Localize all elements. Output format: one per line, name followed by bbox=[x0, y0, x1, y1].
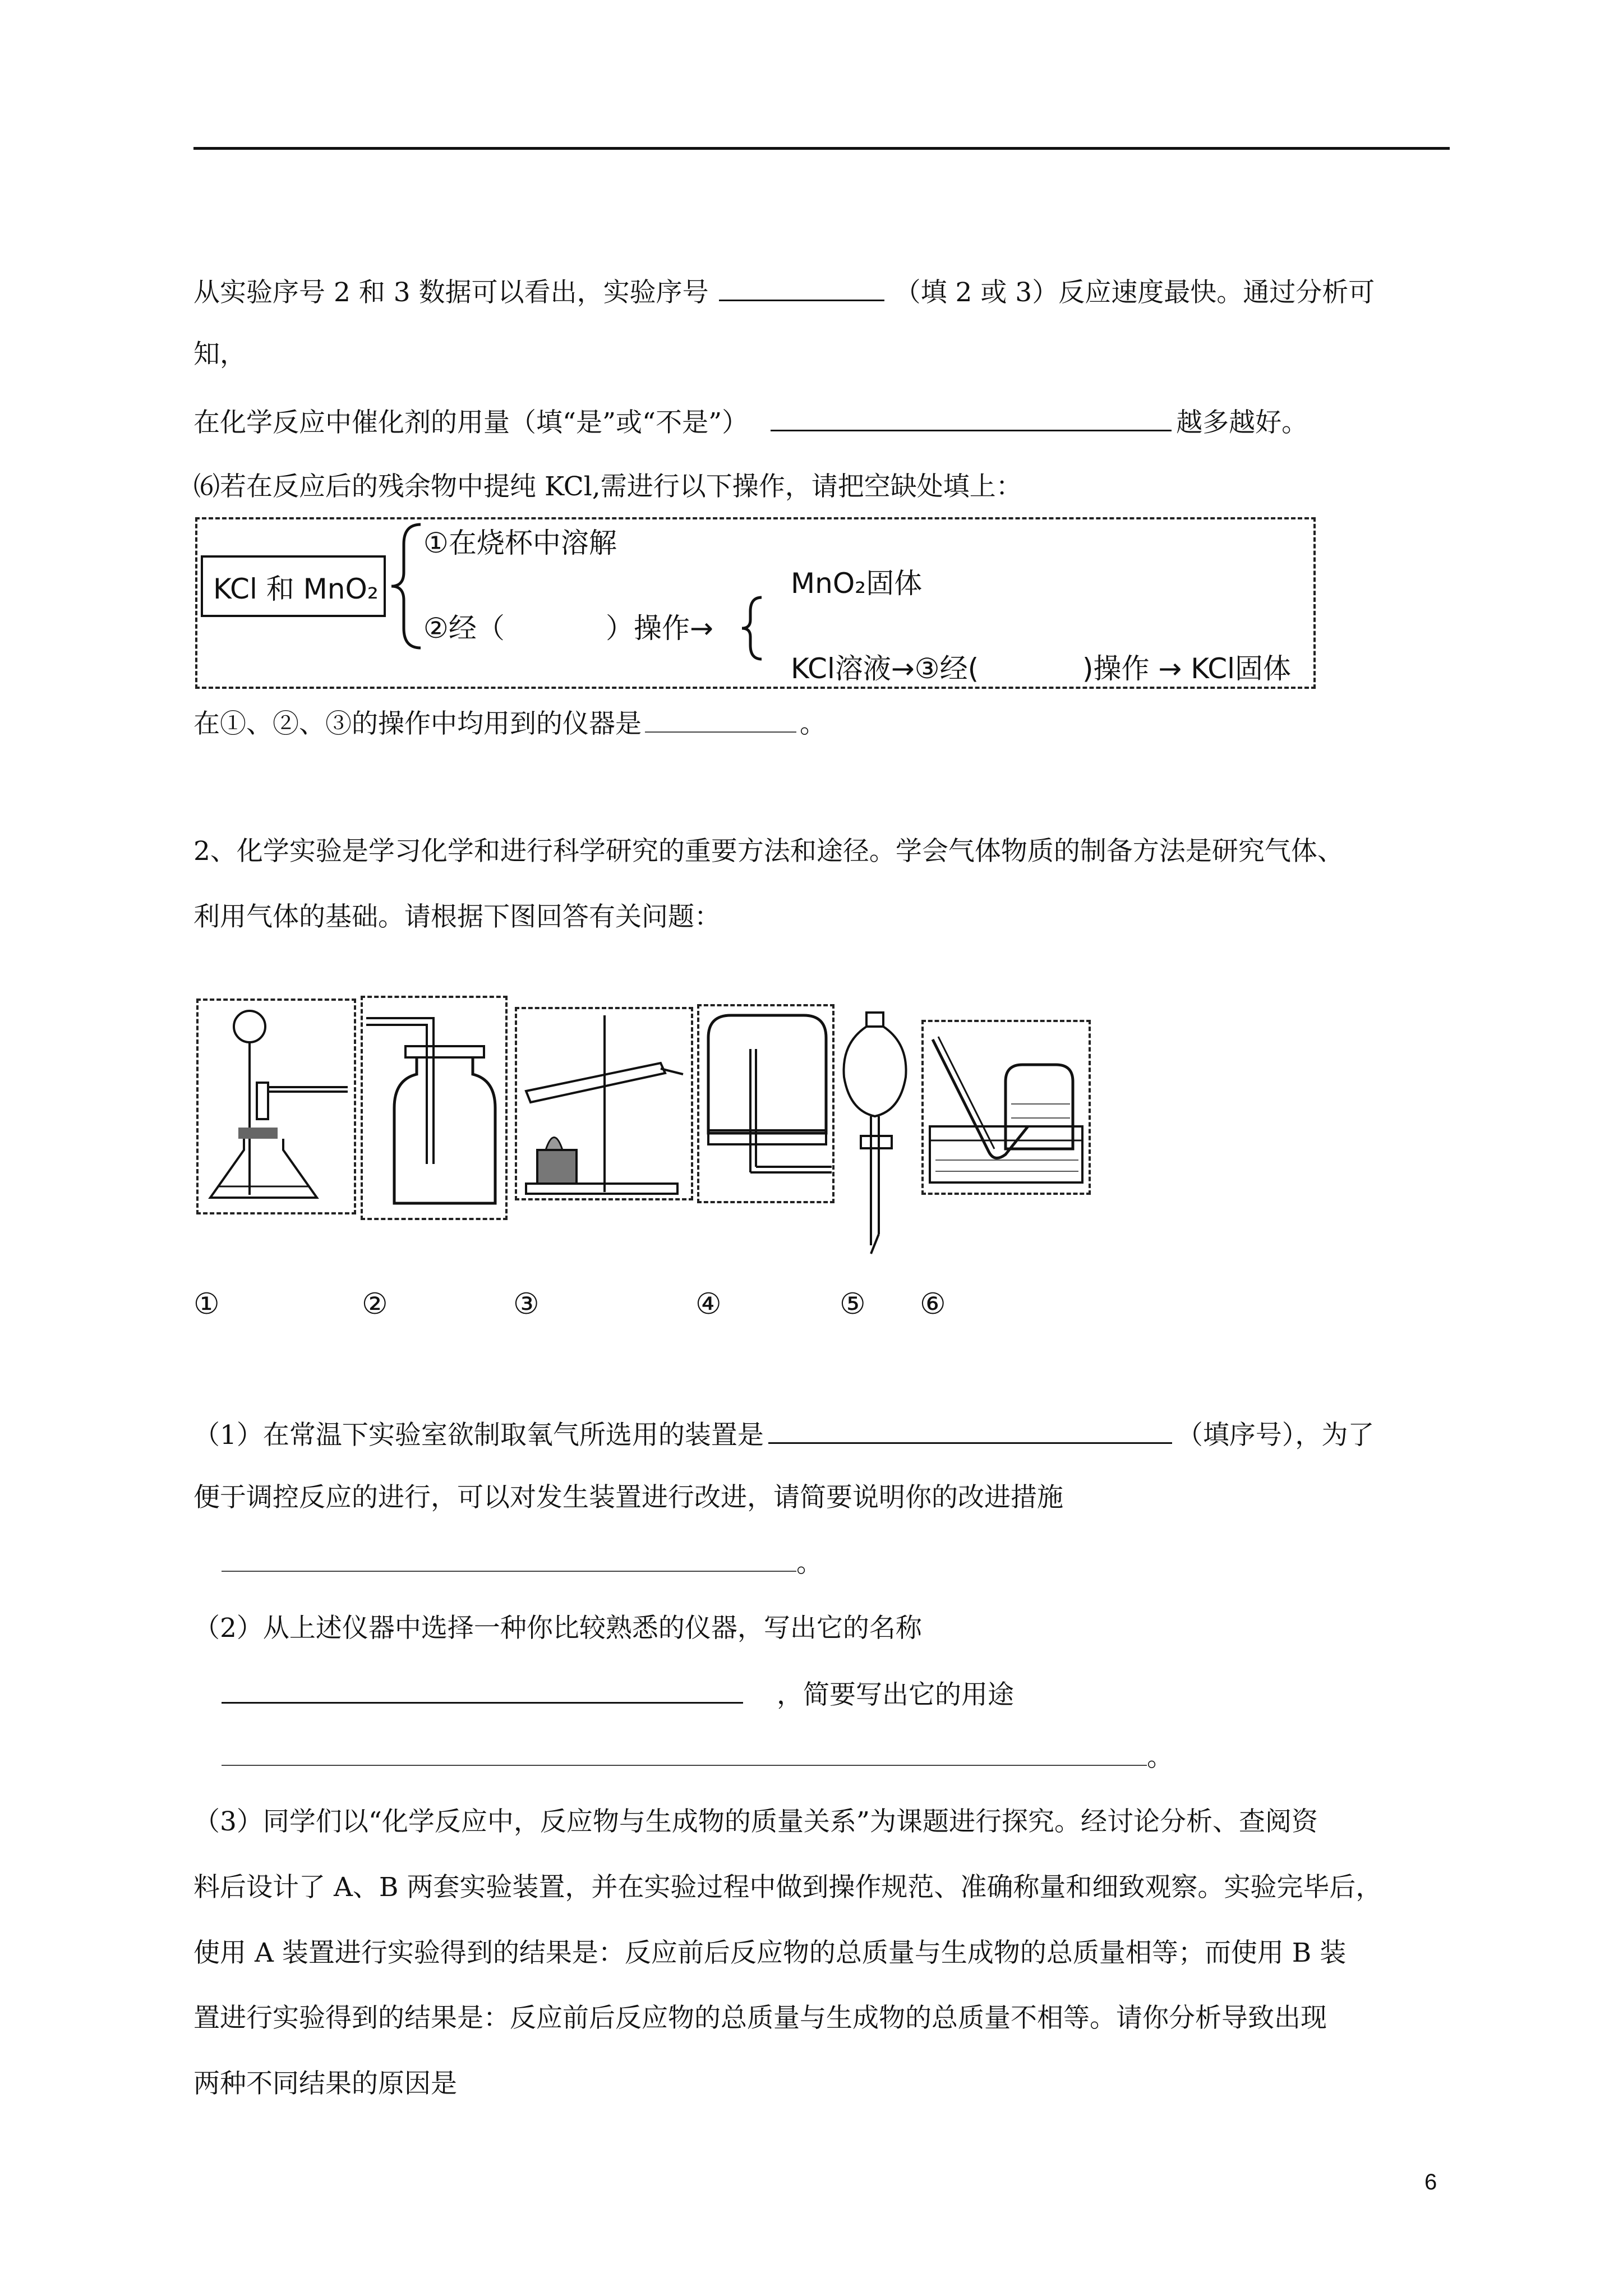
q2-1-line-1 bbox=[193, 1416, 1374, 1452]
q2-1-line-2: 便于调控反应的进行，可以对发生装置进行改进，请简要说明你的改进措施 bbox=[193, 1482, 1063, 1513]
text-line-1 bbox=[193, 274, 1375, 310]
text: 在①、②、③的操作中均用到的仪器是 bbox=[193, 708, 642, 739]
q2-intro-2: 利用气体的基础。请根据下图回答有关问题： bbox=[193, 901, 721, 932]
text: 在化学反应中催化剂的用量（填“是”或“不是”） bbox=[193, 407, 749, 438]
header-rule bbox=[193, 147, 1450, 150]
text: 越多越好。 bbox=[1176, 407, 1308, 438]
q2-2-line-1: （2）从上述仪器中选择一种你比较熟悉的仪器，写出它的名称 bbox=[193, 1613, 922, 1644]
q2-3-line-1: （3）同学们以“化学反应中，反应物与生成物的质量关系”为课题进行探究。经讨论分析、查阅资 bbox=[193, 1806, 1318, 1837]
answer-blank-1[interactable] bbox=[719, 274, 884, 301]
answer-blank-6[interactable] bbox=[222, 1676, 743, 1704]
text: （1）在常温下实验室欲制取氧气所选用的装置是 bbox=[193, 1420, 764, 1451]
apparatus-label-4: ④ bbox=[695, 1287, 722, 1321]
flow-start-label: KCl 和 MnO₂ bbox=[213, 573, 379, 605]
apparatus-4-bottle-icon bbox=[697, 1004, 834, 1203]
q2-3-line-2: 料后设计了 A、B 两套实验装置，并在实验过程中做到操作规范、准确称量和细致观察。实验完毕后， bbox=[193, 1872, 1382, 1903]
flow-branch-top: MnO₂固体 bbox=[791, 567, 923, 600]
q2-3-line-5: 两种不同结果的原因是 bbox=[193, 2068, 457, 2099]
apparatus-label-3: ③ bbox=[513, 1287, 540, 1321]
flow-step2b: ）操作→ bbox=[606, 612, 713, 645]
apparatus-label-2: ② bbox=[362, 1287, 388, 1321]
apparatus-2-bottle-icon bbox=[361, 996, 508, 1220]
text: 。 bbox=[1147, 1742, 1173, 1773]
text: （填序号），为了 bbox=[1176, 1420, 1375, 1451]
flow-brace-2 bbox=[739, 595, 767, 662]
text-line-4: ⑹若在反应后的残余物中提纯 KCl,需进行以下操作，请把空缺处填上： bbox=[193, 471, 1022, 502]
text: 从实验序号 2 和 3 数据可以看出，实验序号 bbox=[193, 277, 709, 308]
flow-branch-bottom-b: )操作 → KCl固体 bbox=[1082, 652, 1292, 685]
q2-1-line-3 bbox=[222, 1546, 823, 1580]
text: （填 2 或 3）反应速度最快。通过分析可 bbox=[894, 277, 1375, 308]
answer-blank-4[interactable] bbox=[768, 1416, 1172, 1444]
text-line-3 bbox=[193, 404, 1308, 440]
q2-3-line-4: 置进行实验得到的结果是：反应前后反应物的总质量与生成物的总质量不相等。请你分析导致出现 bbox=[193, 2003, 1327, 2033]
apparatus-label-5: ⑤ bbox=[840, 1287, 866, 1321]
apparatus-label-6: ⑥ bbox=[920, 1287, 946, 1321]
apparatus-3-heating-icon bbox=[515, 1007, 693, 1200]
text: ，简要写出它的用途 bbox=[777, 1680, 1014, 1710]
q2-intro-1: 2、化学实验是学习化学和进行科学研究的重要方法和途径。学会气体物质的制备方法是研究气体、 bbox=[193, 836, 1344, 867]
text: 。 bbox=[800, 708, 826, 739]
apparatus-label-1: ① bbox=[193, 1287, 220, 1321]
flow-branch-bottom-a: KCl溶液→③经( bbox=[791, 652, 979, 685]
q2-2-line-3 bbox=[222, 1740, 1173, 1774]
answer-blank-5[interactable] bbox=[222, 1546, 796, 1572]
flow-step2a: ②经（ bbox=[423, 612, 505, 645]
apparatus-6-trough-icon bbox=[921, 1020, 1091, 1195]
q2-2-line-2 bbox=[222, 1676, 1014, 1712]
flow-step1: ①在烧杯中溶解 bbox=[423, 527, 617, 559]
q2-3-line-3: 使用 A 装置进行实验得到的结果是：反应前后反应物的总质量与生成物的总质量相等；而使用 B 装 bbox=[193, 1938, 1347, 1968]
answer-blank-3[interactable] bbox=[645, 707, 796, 733]
answer-blank-2[interactable] bbox=[771, 404, 1172, 431]
page-number: 6 bbox=[1424, 2170, 1437, 2194]
answer-blank-7[interactable] bbox=[222, 1740, 1147, 1766]
text-line-5 bbox=[193, 707, 826, 741]
apparatus-1-flask-icon bbox=[196, 999, 356, 1214]
text: 。 bbox=[796, 1548, 823, 1579]
text-line-2: 知， bbox=[193, 339, 246, 370]
apparatus-5-funnel-icon bbox=[838, 1010, 911, 1257]
flow-brace-1 bbox=[387, 522, 426, 651]
